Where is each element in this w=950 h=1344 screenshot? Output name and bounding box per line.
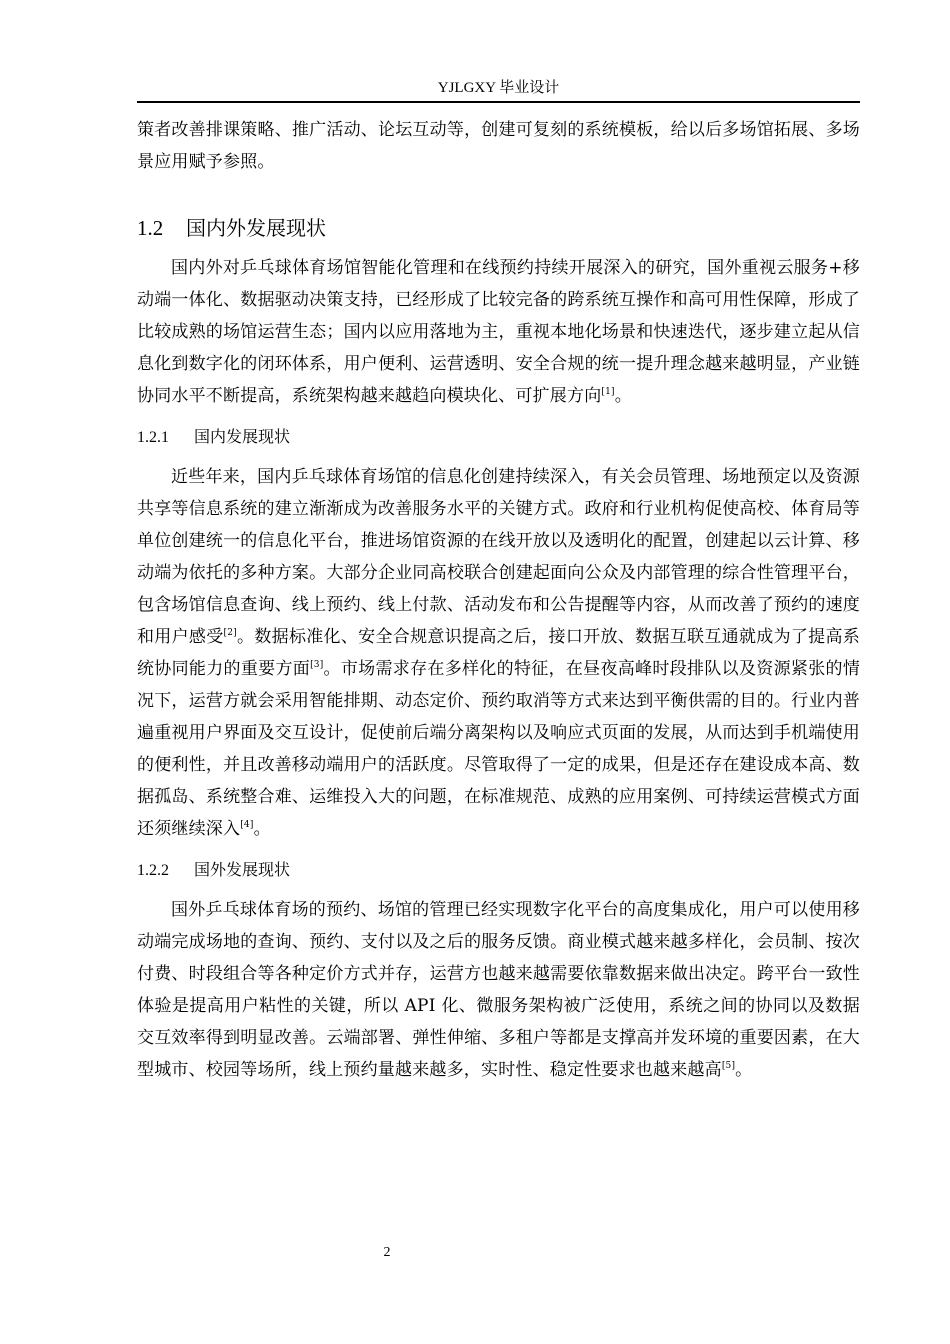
section-number: 1.2 bbox=[137, 216, 164, 240]
paragraph-text: 近些年来，国内乒乓球体育场馆的信息化创建持续深入，有关会员管理、场地预定以及资源共享等信息系统的建立渐渐成为改善服务水平的关键方式。政府和行业机构促使高校、体育局等单位创建统一的信息化平台，推进场馆资源的在线开放以及透明化的配置，创建起以云计算、移动端为依托的多种方案。大部分企业同高校联合创建起面向公众及内部管理的综合性管理平台，包含场馆信息查询、线上预约、线上付款、活动发布和公告提醒等内容，从而改善了预约的速度和用户感受 bbox=[137, 467, 860, 647]
paragraph-end: 。 bbox=[253, 819, 271, 839]
citation-ref[interactable]: [5] bbox=[721, 1061, 736, 1071]
section-heading-1-2-1 bbox=[137, 422, 860, 453]
paragraph-end: 。 bbox=[614, 386, 632, 406]
header-divider bbox=[137, 101, 860, 103]
section-number: 1.2.2 bbox=[137, 862, 169, 879]
paragraph-text: 。数据标准化、安全合规意识提高之后，接口开放、数据互联互通就成为了提高系统协同能力的重要方面 bbox=[137, 627, 861, 679]
section-1-2-paragraph bbox=[137, 252, 860, 412]
citation-ref[interactable]: [4] bbox=[240, 820, 254, 830]
paragraph-end: 。 bbox=[735, 1060, 753, 1080]
section-title: 国内外发展现状 bbox=[186, 216, 326, 240]
page-header: YJLGXY 毕业设计 bbox=[437, 80, 560, 96]
paragraph-text: 。市场需求存在多样化的特征，在昼夜高峰时段排队以及资源紧张的情况下，运营方就会采用智能排期、动态定价、预约取消等方式来达到平衡供需的目的。行业内普遍重视用户界面及交互设计，促使前后端分离架构以及响应式页面的发展，从而达到手机端使用的便利性，并且改善移动端用户的活跃度。尽管取得了一定的成果，但是还存在建设成本高、数据孤岛、系统整合难、运维投入大的问题，在标准规范、成熟的应用案例、可持续运营模式方面还须继续深入 bbox=[137, 659, 861, 839]
paragraph-text: 国外乒乓球体育场的预约、场馆的管理已经实现数字化平台的高度集成化，用户可以使用移动端完成场地的查询、预约、支付以及之后的服务反馈。商业模式越来越多样化，会员制、按次付费、时段组合等各种定价方式并存，运营方也越来越需要依靠数据来做出决定。跨平台一致性体验是提高用户粘性的关键，所以 API 化、微服务架构被广泛使用，系统之间的协同以及数据交互效率得到明显改善。云端部署、弹性伸缩、多租户等都是支撑高并发环境的重要因素，在大型城市、校园等场所，线上预约量越来越多，实时性、稳定性要求也越来越高 bbox=[137, 900, 860, 1080]
citation-ref[interactable]: [1] bbox=[601, 387, 615, 397]
section-title: 国外发展现状 bbox=[194, 860, 291, 879]
citation-ref[interactable]: [3] bbox=[310, 660, 324, 670]
page-body bbox=[137, 114, 860, 1086]
section-title: 国内发展现状 bbox=[194, 427, 291, 446]
section-heading-1-2-2 bbox=[137, 855, 860, 886]
section-1-2-2-paragraph bbox=[137, 894, 860, 1086]
citation-ref[interactable]: [2] bbox=[223, 628, 237, 638]
page-number: 2 bbox=[383, 1245, 391, 1260]
section-1-2-1-paragraph bbox=[137, 461, 860, 845]
section-number: 1.2.1 bbox=[137, 429, 169, 446]
paragraph-text: 国内外对乒乓球体育场馆智能化管理和在线预约持续开展深入的研究，国外重视云服务+移动端一体化、数据驱动决策支持，已经形成了比较完备的跨系统互操作和高可用性保障，形成了比较成熟的场馆运营生态；国内以应用落地为主，重视本地化场景和快速迭代，逐步建立起从信息化到数字化的闭环体系，用户便利、运营透明、安全合规的统一提升理念越来越明显，产业链协同水平不断提高，系统架构越来越趋向模块化、可扩展方向 bbox=[137, 258, 860, 406]
section-heading-1-2 bbox=[137, 212, 860, 244]
intro-paragraph: 策者改善排课策略、推广活动、论坛互动等，创建可复刻的系统模板，给以后多场馆拓展、多场景应用赋予参照。 bbox=[137, 120, 860, 172]
